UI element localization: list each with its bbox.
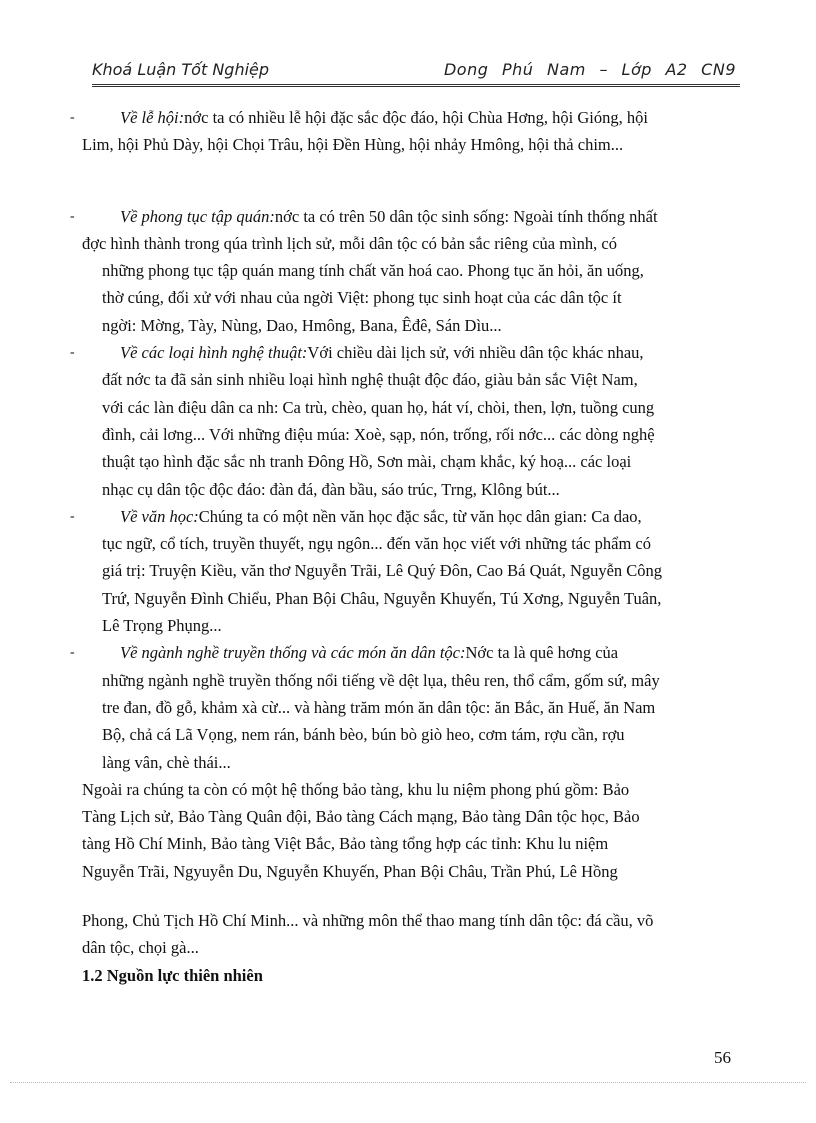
bullet-dash: -	[70, 508, 75, 524]
bullet-dash: -	[70, 110, 75, 125]
text-line: tục ngữ, cổ tích, truyền thuyết, ngụ ngôn... đến văn học viết với những tác phẩm có	[102, 534, 651, 554]
paragraph-sports	[82, 907, 738, 962]
text-line: Trứ, Nguyễn Đình Chiểu, Phan Bội Châu, Nguyễn Khuyến, Tú Xơng, Nguyễn Tuân,	[102, 588, 662, 608]
page-number: 56	[714, 1048, 731, 1067]
text-line: ngời: Mờng, Tày, Nùng, Dao, Hmông, Bana, Êđê, Sán Dìu...	[102, 315, 502, 335]
section-heading: 1.2 Nguồn lực thiên nhiên	[82, 965, 263, 985]
text-line: dân tộc, chọi gà...	[82, 938, 199, 958]
spacer	[82, 181, 738, 203]
header-divider	[92, 84, 740, 87]
text-line: những phong tục tập quán mang tính chất văn hoá cao. Phong tục ăn hỏi, ăn uống,	[102, 261, 644, 281]
text-line: giá trị: Truyện Kiều, văn thơ Nguyễn Trãi, Lê Quý Đôn, Cao Bá Quát, Nguyễn Công	[102, 561, 663, 581]
text-line: Lê Trọng Phụng...	[102, 616, 222, 636]
text-line: thờ cúng, đối xử với nhau của ngời Việt: phong tục sinh hoạt của các dân tộc ít	[102, 288, 622, 308]
spacer	[82, 159, 738, 181]
page-content	[70, 104, 738, 989]
text-line: thuật tạo hình đặc sắc nh tranh Đông Hồ, Sơn mài, chạm khắc, ký hoạ... các loại	[102, 452, 632, 472]
bullet-lead: Về ngành nghề truyền thống và các món ăn dân tộc:	[120, 643, 466, 663]
bullet-first-line: Về văn học:Chúng ta có một nền văn học đặc sắc, từ văn học dân gian: Ca dao,	[120, 506, 642, 526]
bullet-first-line: Về phong tục tập quán:nớc ta có trên 50 dân tộc sinh sống: Ngoài tính thống nhất	[120, 206, 658, 226]
bullet-item-crafts-cuisine	[70, 639, 738, 775]
bullet-dash: -	[70, 345, 75, 361]
text-line: tàng Hồ Chí Minh, Bảo tàng Việt Bắc, Bảo tàng tổng hợp các tỉnh: Khu lu niệm	[82, 834, 609, 854]
bullet-first-line: Về ngành nghề truyền thống và các món ăn dân tộc:Nớc ta là quê hơng của	[120, 643, 619, 663]
text-line: đợc hình thành trong qúa trình lịch sử, mỗi dân tộc có bản sắc riêng của mình, có	[82, 233, 617, 253]
bullet-lead: Về phong tục tập quán:	[120, 206, 275, 226]
text-line: Nguyễn Trãi, Ngyuyễn Du, Nguyễn Khuyến, Phan Bội Châu, Trần Phú, Lê Hồng	[82, 861, 618, 881]
bullet-first-line: Về các loại hình nghệ thuật:Với chiều dài lịch sử, với nhiều dân tộc khác nhau,	[120, 343, 644, 363]
text-line: làng vân, chè thái...	[102, 752, 231, 772]
text-line: Bộ, chả cá Lã Vọng, nem rán, bánh bèo, bún bò giò heo, cơm tám, rợu cần, rợu	[102, 725, 625, 745]
bullet-dash: -	[70, 645, 75, 661]
bullet-item-arts	[70, 339, 738, 503]
page-header	[92, 60, 738, 84]
text-line: Ngoài ra chúng ta còn có một hệ thống bảo tàng, khu lu niệm phong phú gồm: Bảo	[82, 779, 630, 799]
bullet-dash: -	[70, 208, 75, 224]
spacer	[82, 885, 738, 907]
text-line: những ngành nghề truyền thống nổi tiếng về dệt lụa, thêu ren, thổ cẩm, gốm sứ, mây	[102, 670, 660, 690]
text-line: Lim, hội Phủ Dày, hội Chọi Trâu, hội Đền Hùng, hội nhảy Hmông, hội thả chim...	[82, 135, 624, 155]
bullet-lead: Về các loại hình nghệ thuật:	[120, 343, 308, 363]
header-author-class: Dong Phú Nam – Lớp A2 CN9	[443, 60, 736, 79]
bullet-item-customs	[70, 203, 738, 339]
bullet-item-festivals	[70, 104, 738, 159]
text-line: đình, cải lơng... Với những điệu múa: Xoè, sạp, nón, trống, rối nớc... các dòng nghệ	[102, 424, 655, 444]
text-line: với các làn điệu dân ca nh: Ca trù, chèo, quan họ, hát ví, chòi, then, lợn, tuồng cung	[102, 397, 655, 417]
text-line: tre đan, đồ gỗ, khảm xà cừ... và hàng trăm món ăn dân tộc: ăn Bắc, ăn Huế, ăn Nam	[102, 697, 656, 717]
bullet-item-literature	[70, 503, 738, 639]
header-thesis-title: Khoá Luận Tốt Nghiệp	[92, 60, 270, 79]
bullet-lead: Về lễ hội:	[120, 108, 185, 127]
bullet-lead: Về văn học:	[120, 506, 199, 526]
text-line: Tàng Lịch sử, Bảo Tàng Quân đội, Bảo tàng Cách mạng, Bảo tàng Dân tộc học, Bảo	[82, 807, 640, 827]
text-line: nhạc cụ dân tộc độc đáo: đàn đá, đàn bầu, sáo trúc, Trng, Klông bút...	[102, 479, 560, 499]
text-line: đất nớc ta đã sản sinh nhiều loại hình nghệ thuật độc đáo, giàu bản sắc Việt Nam,	[102, 370, 638, 390]
bullet-first-line: Về lễ hội:nớc ta có nhiều lễ hội đặc sắc độc đáo, hội Chùa Hơng, hội Gióng, hội	[120, 108, 648, 127]
footer-divider	[10, 1082, 806, 1083]
text-line: Phong, Chủ Tịch Hồ Chí Minh... và những môn thể thao mang tính dân tộc: đá cầu, võ	[82, 911, 654, 931]
paragraph-museums	[82, 776, 738, 885]
